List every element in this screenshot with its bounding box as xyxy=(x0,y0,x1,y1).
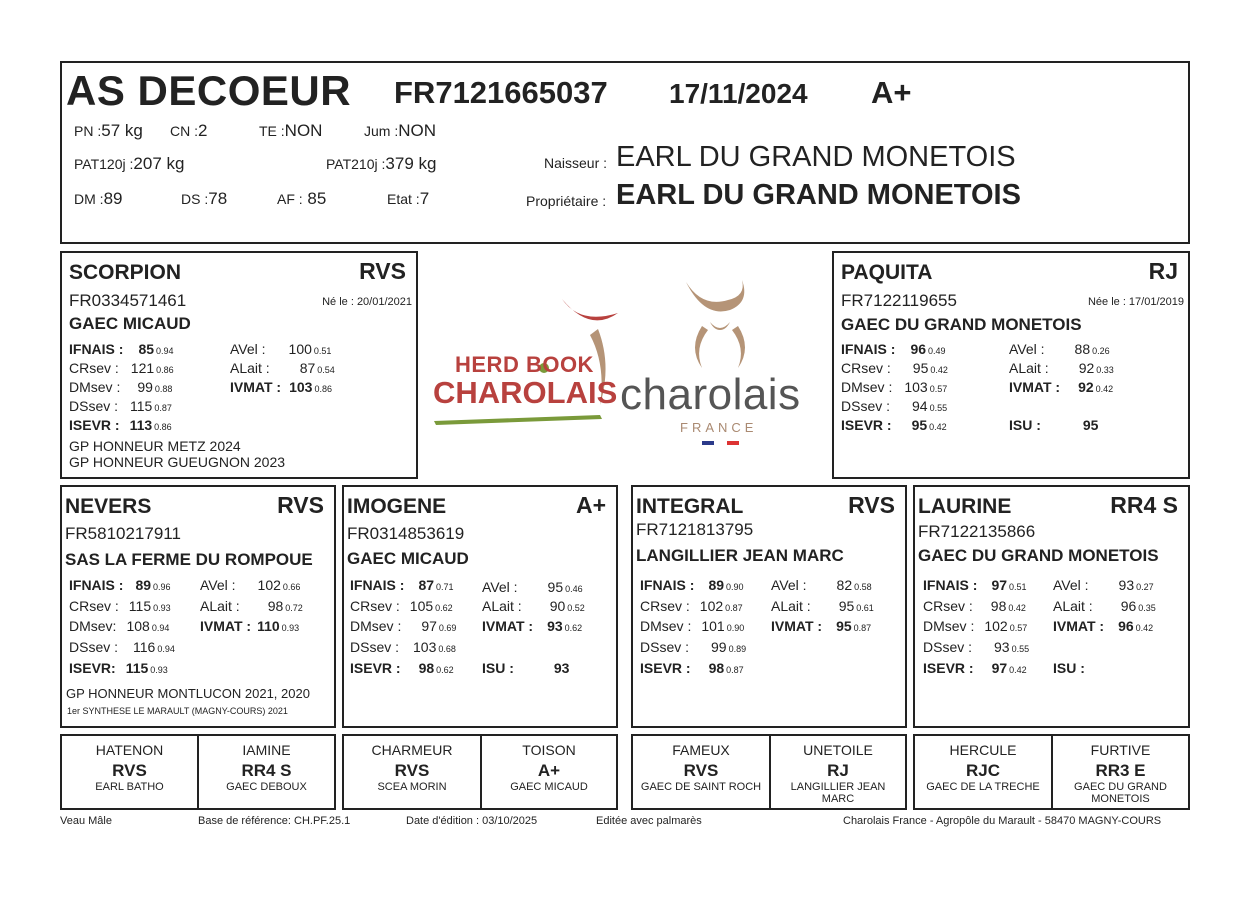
grandparent-name: HATENON xyxy=(95,742,164,758)
laurine-card xyxy=(913,485,1190,728)
integral-card xyxy=(631,485,907,728)
imogene-alait: ALait : 90 0.52 xyxy=(482,598,585,614)
grandparent-owner: GAEC MICAUD xyxy=(510,781,588,793)
imogene-dmsev: DMsev : 97 0.69 xyxy=(350,618,457,634)
grandparent-name: UNETOILE xyxy=(803,742,873,758)
footer-sex: Veau Mâle xyxy=(60,815,112,827)
grandparent-owner: GAEC DU GRAND MONETOIS xyxy=(1074,781,1167,805)
sire-ivmat: IVMAT : 103 0.86 xyxy=(230,379,332,395)
animal-name: AS DECOEUR xyxy=(66,67,352,114)
grandparent-grade: RR4 S xyxy=(241,761,292,780)
laurine-isevr: ISEVR : 97 0.42 xyxy=(923,660,1027,676)
grandparent-card-7 xyxy=(913,734,1053,810)
sire-dmsev: DMsev : 99 0.88 xyxy=(69,379,173,395)
dam-birth-date: Née le : 17/01/2019 xyxy=(1087,296,1184,308)
laurine-avel: AVel : 93 0.27 xyxy=(1053,577,1154,593)
imogene-grade: A+ xyxy=(575,492,606,518)
grandparent-name: HERCULE xyxy=(949,742,1017,758)
imogene-id: FR0314853619 xyxy=(347,524,465,543)
grandparent-grade: A+ xyxy=(537,761,561,780)
sire-owner: GAEC MICAUD xyxy=(69,314,191,333)
integral-alait: ALait : 95 0.61 xyxy=(771,598,874,614)
footer-edition-date: Date d'édition : 03/10/2025 xyxy=(406,815,538,827)
dam-isu: ISU : 95 xyxy=(1009,417,1099,433)
integral-dssev: DSsev : 99 0.89 xyxy=(640,639,747,655)
sire-grade: RVS xyxy=(359,258,406,284)
sire-palmares-1: GP HONNEUR METZ 2024 xyxy=(69,438,241,454)
imogene-name: IMOGENE xyxy=(347,495,447,518)
grandparent-grade: RVS xyxy=(112,761,147,780)
imogene-owner: GAEC MICAUD xyxy=(347,549,469,568)
sire-avel: AVel : 100 0.51 xyxy=(230,341,332,357)
naisseur-value: EARL DU GRAND MONETOIS xyxy=(616,141,1016,173)
france-word: FRANCE xyxy=(680,420,758,435)
grandparent-grade: RJ xyxy=(827,761,849,780)
integral-isevr: ISEVR : 98 0.87 xyxy=(640,660,744,676)
grandparent-grade: RVS xyxy=(683,761,719,780)
stat-pn: PN :57 kg xyxy=(74,121,143,140)
laurine-ivmat: IVMAT : 96 0.42 xyxy=(1053,618,1154,634)
sire-palmares-2: GP HONNEUR GUEUGNON 2023 xyxy=(69,454,286,470)
imogene-avel: AVel : 95 0.46 xyxy=(482,579,583,595)
sire-card xyxy=(60,251,418,479)
imogene-dssev: DSsev : 103 0.68 xyxy=(350,639,456,655)
laurine-owner: GAEC DU GRAND MONETOIS xyxy=(918,546,1159,565)
nevers-id: FR5810217911 xyxy=(65,524,181,543)
integral-avel: AVel : 82 0.58 xyxy=(771,577,872,593)
dam-dssev: DSsev : 94 0.55 xyxy=(841,398,948,414)
dam-grade: RJ xyxy=(1148,258,1178,284)
grandparent-owner: EARL BATHO xyxy=(95,781,164,793)
proprietaire-label: Propriétaire : xyxy=(526,193,607,209)
imogene-card xyxy=(342,485,618,728)
sire-alait: ALait : 87 0.54 xyxy=(230,360,335,376)
nevers-grade: RVS xyxy=(277,492,324,518)
laurine-alait: ALait : 96 0.35 xyxy=(1053,598,1156,614)
dam-dmsev: DMsev : 103 0.57 xyxy=(841,379,948,395)
grandparent-grade: RJC xyxy=(965,761,1000,780)
dam-ivmat: IVMAT : 92 0.42 xyxy=(1009,379,1114,395)
naisseur-label: Naisseur : xyxy=(544,155,608,171)
grandparent-owner: GAEC DEBOUX xyxy=(226,781,307,793)
imogene-ivmat: IVMAT : 93 0.62 xyxy=(482,618,583,634)
animal-header xyxy=(60,61,1190,244)
stat-jum: Jum :NON xyxy=(364,121,437,140)
stat-te: TE :NON xyxy=(259,121,323,140)
grandparent-owner: SCEA MORIN xyxy=(377,781,447,793)
nevers-ifnais: IFNAIS : 89 0.96 xyxy=(69,577,171,593)
grandparent-card-6 xyxy=(769,734,907,810)
dam-name: PAQUITA xyxy=(841,261,933,284)
grandparent-card-4 xyxy=(480,734,618,810)
stat-cn: CN :2 xyxy=(170,121,208,140)
footer-base: Base de référence: CH.PF.25.1 xyxy=(198,815,351,827)
laurine-id: FR7122135866 xyxy=(918,522,1036,541)
herdbook-top-text: HERD BOOK xyxy=(455,352,594,377)
integral-dmsev: DMsev : 101 0.90 xyxy=(640,618,745,634)
animal-birth-date: 17/11/2024 xyxy=(669,78,808,109)
sire-id: FR0334571461 xyxy=(69,291,187,310)
grandparent-name: FURTIVE xyxy=(1090,742,1151,758)
grandparent-card-2 xyxy=(197,734,336,810)
grandparent-owner: GAEC DE LA TRECHE xyxy=(926,781,1040,793)
grandparent-card-3 xyxy=(342,734,482,810)
dam-id: FR7122119655 xyxy=(841,291,957,310)
grandparent-card-5 xyxy=(631,734,771,810)
footer-organization: Charolais France - Agropôle du Marault - 58470 MAGNY-COURS xyxy=(843,815,1162,827)
stat-af: AF : 85 xyxy=(277,189,327,208)
sire-crsev: CRsev : 121 0.86 xyxy=(69,360,174,376)
grandparent-name: IAMINE xyxy=(242,742,291,758)
french-flag-icon xyxy=(702,441,740,447)
dam-crsev: CRsev : 95 0.42 xyxy=(841,360,948,376)
grandparent-grade: RR3 E xyxy=(1095,761,1146,780)
dam-owner: GAEC DU GRAND MONETOIS xyxy=(841,315,1082,334)
dam-card xyxy=(832,251,1190,479)
animal-grade: A+ xyxy=(871,75,912,110)
integral-grade: RVS xyxy=(848,492,895,518)
nevers-card xyxy=(60,485,336,728)
nevers-name: NEVERS xyxy=(65,495,152,518)
integral-id: FR7121813795 xyxy=(636,520,754,539)
charolais-word: charolais xyxy=(620,370,801,419)
stat-ds: DS :78 xyxy=(181,189,228,208)
grandparent-card-8 xyxy=(1051,734,1190,810)
nevers-ivmat: IVMAT : 110 0.93 xyxy=(200,618,300,634)
nevers-crsev: CRsev : 115 0.93 xyxy=(69,598,171,614)
dam-ifnais: IFNAIS : 96 0.49 xyxy=(841,341,946,357)
nevers-owner: SAS LA FERME DU ROMPOUE xyxy=(65,550,313,569)
nevers-avel: AVel : 102 0.66 xyxy=(200,577,301,593)
nevers-isevr: ISEVR: 115 0.93 xyxy=(69,660,168,676)
integral-owner: LANGILLIER JEAN MARC xyxy=(636,546,844,565)
dam-isevr: ISEVR : 95 0.42 xyxy=(841,417,947,433)
grandparent-name: TOISON xyxy=(522,742,576,758)
sire-name: SCORPION xyxy=(69,261,182,284)
laurine-ifnais: IFNAIS : 97 0.51 xyxy=(923,577,1027,593)
laurine-dmsev: DMsev : 102 0.57 xyxy=(923,618,1028,634)
nevers-dssev: DSsev : 116 0.94 xyxy=(69,639,175,655)
nevers-palmares: GP HONNEUR MONTLUCON 2021, 2020 xyxy=(66,686,310,701)
grandparent-name: FAMEUX xyxy=(672,742,730,758)
imogene-isevr: ISEVR : 98 0.62 xyxy=(350,660,454,676)
sire-ifnais: IFNAIS : 85 0.94 xyxy=(69,341,174,357)
laurine-dssev: DSsev : 93 0.55 xyxy=(923,639,1030,655)
nevers-dmsev: DMsev: 108 0.94 xyxy=(69,618,170,634)
grandparent-grade: RVS xyxy=(394,761,430,780)
stat-pat120: PAT120j :207 kg xyxy=(74,154,185,173)
grandparent-owner: LANGILLIER JEAN MARC xyxy=(790,781,886,805)
sire-birth-date: Né le : 20/01/2021 xyxy=(322,296,412,308)
laurine-name: LAURINE xyxy=(918,495,1012,518)
bull-head-icon xyxy=(680,278,760,373)
integral-name: INTEGRAL xyxy=(636,495,744,518)
stat-dm: DM :89 xyxy=(74,189,123,208)
sire-dssev: DSsev : 115 0.87 xyxy=(69,398,172,414)
laurine-grade: RR4 S xyxy=(1110,492,1178,518)
laurine-crsev: CRsev : 98 0.42 xyxy=(923,598,1026,614)
sire-isevr: ISEVR : 113 0.86 xyxy=(69,417,172,433)
grandparent-name: CHARMEUR xyxy=(371,742,453,758)
herdbook-main-text: CHAROLAIS xyxy=(433,375,618,410)
integral-crsev: CRsev : 102 0.87 xyxy=(640,598,743,614)
animal-id: FR7121665037 xyxy=(394,75,608,110)
nevers-palmares-small: 1er SYNTHESE LE MARAULT (MAGNY-COURS) 2021 xyxy=(67,706,288,716)
stat-pat210: PAT210j :379 kg xyxy=(326,154,437,173)
dam-alait: ALait : 92 0.33 xyxy=(1009,360,1114,376)
footer-palmares-note: Editée avec palmarès xyxy=(596,815,702,827)
imogene-isu: ISU : 93 xyxy=(482,660,570,676)
nevers-alait: ALait : 98 0.72 xyxy=(200,598,303,614)
imogene-crsev: CRsev : 105 0.62 xyxy=(350,598,453,614)
laurine-isu: ISU : xyxy=(1053,660,1085,676)
grandparent-card-1 xyxy=(60,734,199,810)
integral-ifnais: IFNAIS : 89 0.90 xyxy=(640,577,744,593)
grandparent-owner: GAEC DE SAINT ROCH xyxy=(640,781,762,793)
integral-ivmat: IVMAT : 95 0.87 xyxy=(771,618,872,634)
imogene-ifnais: IFNAIS : 87 0.71 xyxy=(350,577,454,593)
stat-etat: Etat :7 xyxy=(387,189,430,208)
proprietaire-value: EARL DU GRAND MONETOIS xyxy=(616,179,1021,211)
dam-avel: AVel : 88 0.26 xyxy=(1009,341,1110,357)
